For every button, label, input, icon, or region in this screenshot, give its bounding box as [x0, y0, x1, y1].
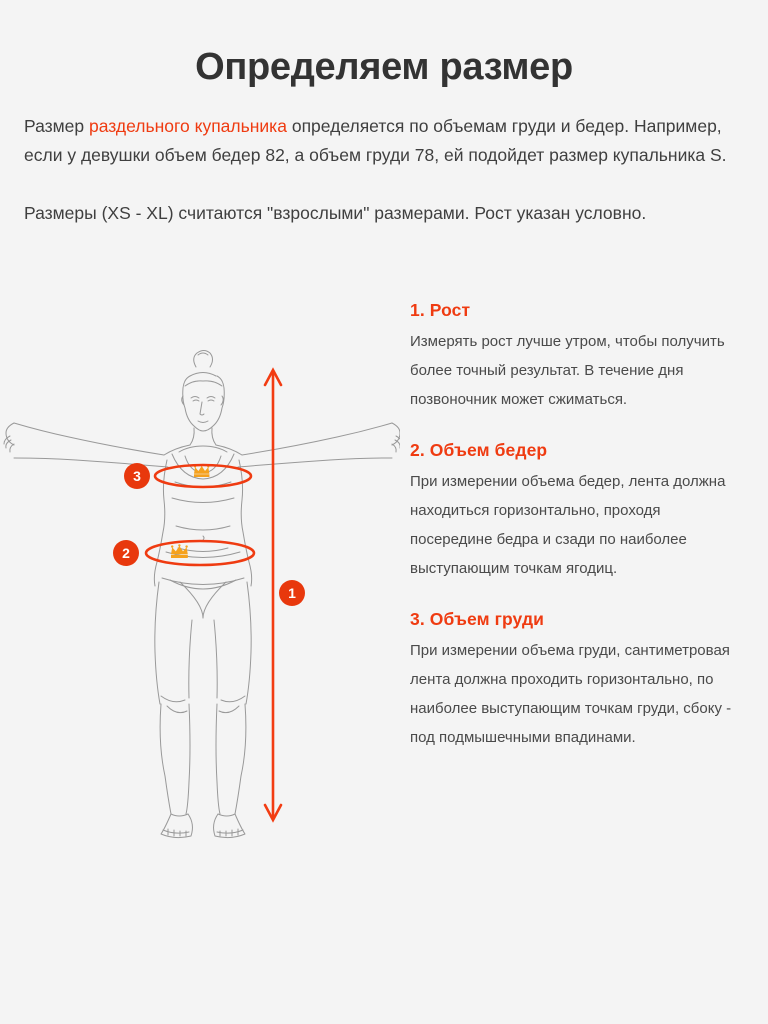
instruction-body-hips: При измерении объема бедер, лента должна находиться горизонтально, проходя посередине бедра и сзади по наиболее выступающим точкам ягодиц.: [410, 473, 726, 577]
page-title: Определяем размер: [195, 46, 573, 88]
crown-icon-bottom: [171, 544, 188, 558]
female-figure-drawing: [0, 330, 400, 850]
measurement-illustration: [0, 330, 400, 850]
highlight-separate-swimsuit: раздельного купальника: [89, 116, 287, 136]
intro-paragraph-1-lead: Размер: [24, 116, 90, 136]
badge-height: 1: [279, 580, 305, 606]
intro-text-block: [24, 112, 736, 228]
instruction-heading-height: 1. Рост: [410, 300, 471, 320]
instruction-body-bust: При измерении объема груди, сантиметровая лента должна проходить горизонтально, по наиболее выступающим точкам груди, сбоку - под подмышечными впадинами.: [410, 642, 732, 746]
intro-paragraph-1: [24, 112, 736, 170]
instruction-body-height: Измерять рост лучше утром, чтобы получить более точный результат. В течение дня позвоночник может сжиматься.: [410, 333, 725, 408]
instruction-heading-hips: 2. Объем бедер: [410, 440, 548, 460]
intro-paragraph-2: Размеры (XS - XL) считаются "взрослыми" размерами. Рост указан условно.: [24, 203, 647, 223]
instruction-heading-bust: 3. Объем груди: [410, 609, 545, 629]
badge-bust: 3: [124, 463, 150, 489]
instruction-section-hips: [410, 440, 740, 583]
instruction-section-bust: [410, 609, 740, 752]
instructions-column: [410, 300, 740, 752]
intro-paragraph-1-tail: определяется по объемам груди и бедер. Например, если у девушки объем бедер 82, а объем груди 78, ей подойдет размер купальника S.: [24, 116, 727, 165]
instruction-section-height: [410, 300, 740, 414]
badge-hip: 2: [113, 540, 139, 566]
